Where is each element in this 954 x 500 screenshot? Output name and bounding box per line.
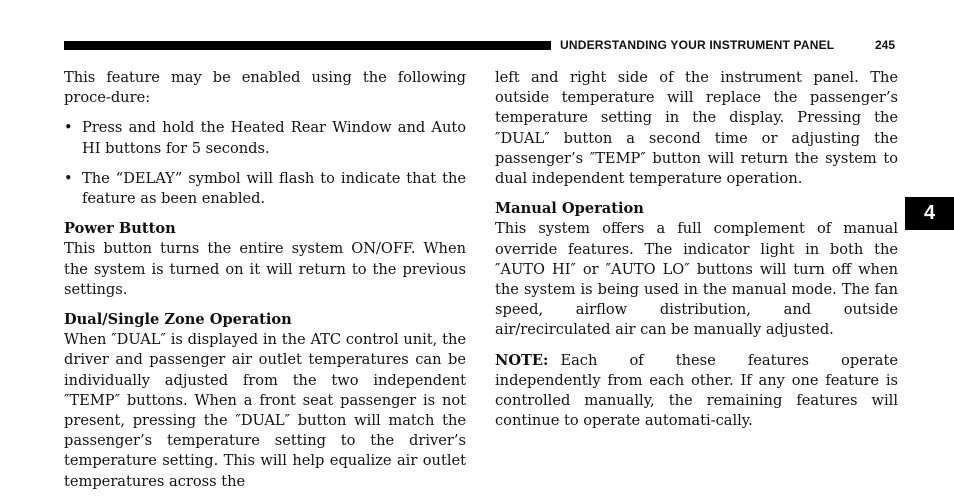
bullet-icon: • <box>64 119 73 137</box>
power-button-heading: Power Button <box>64 220 176 238</box>
dual-zone-continued-paragraph: left and right side of the instrument panel. The outside temperature will replace the passenger’s temperature setting in the display. Pressing the ″DUAL″ button a second time or adjusting the passenger’s ″TEMP″ button will return the system to dual independent temperature operation. <box>495 69 898 188</box>
bullet-list <box>64 118 466 209</box>
header-rule <box>64 41 551 50</box>
intro-paragraph: This feature may be enabled using the following proce-dure: <box>64 69 466 107</box>
note-text: Each of these features operate independently from each other. If any one feature is controlled manually, the remaining features will continue to operate automati-cally. <box>495 351 898 430</box>
bullet-icon: • <box>64 169 73 187</box>
list-item-text: The “DELAY” symbol will flash to indicate that the feature as been enabled. <box>82 169 466 208</box>
note-paragraph <box>495 351 898 432</box>
list-item <box>64 118 466 158</box>
right-column <box>495 68 898 431</box>
left-column <box>64 68 466 492</box>
dual-zone-heading: Dual/Single Zone Operation <box>64 311 292 329</box>
list-item <box>64 169 466 209</box>
power-button-paragraph: This button turns the entire system ON/OFF. When the system is turned on it will return to the previous settings. <box>64 240 466 298</box>
manual-operation-paragraph: This system offers a full complement of manual override features. The indicator light in both the ″AUTO HI″ or ″AUTO LO″ buttons will turn off when the system is being used in the manual mode. The fan speed, airflow distribution, and outside air/recirculated air can be manually adjusted. <box>495 220 898 339</box>
note-label: NOTE: <box>495 351 549 369</box>
chapter-tab: 4 <box>905 197 954 230</box>
dual-zone-paragraph: When ″DUAL″ is displayed in the ATC control unit, the driver and passenger air outlet temperatures can be individually adjusted from the two independent ″TEMP″ buttons. When a front seat passenger is not present, pressing the ″DUAL″ button will match the passenger’s temperature setting to the driver’s temperature setting. This will help equalize air outlet temperatures across the <box>64 331 466 490</box>
page-number: 245 <box>875 38 896 52</box>
list-item-text: Press and hold the Heated Rear Window and Auto HI buttons for 5 seconds. <box>82 119 466 157</box>
manual-operation-heading: Manual Operation <box>495 200 644 218</box>
header-title: UNDERSTANDING YOUR INSTRUMENT PANEL <box>560 38 835 52</box>
